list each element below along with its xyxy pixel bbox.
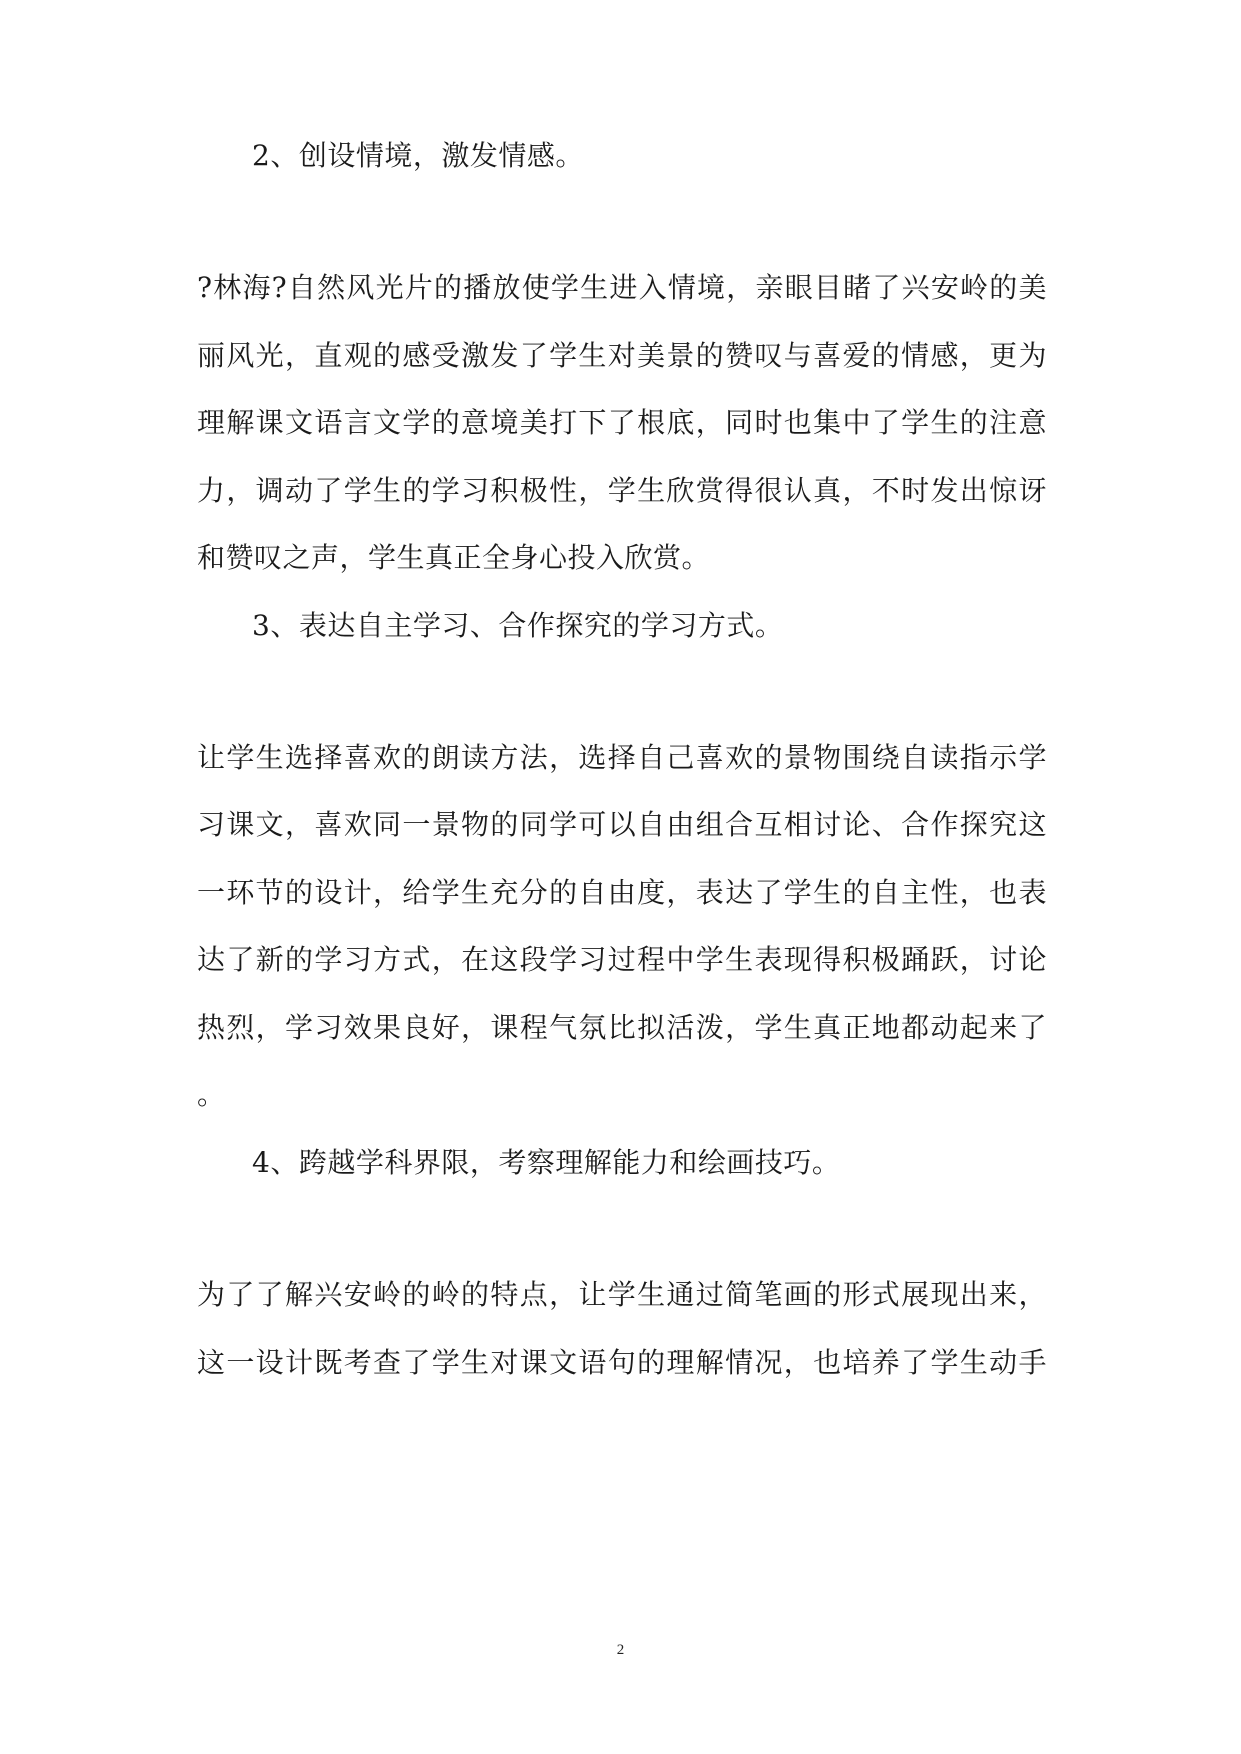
paragraph-line: 和赞叹之声，学生真正全身心投入欣赏。 bbox=[197, 541, 711, 574]
paragraph-line: 。 bbox=[197, 1078, 226, 1111]
paragraph-line: 为了了解兴安岭的岭的特点，让学生通过简笔画的形式展现出来， bbox=[197, 1278, 1047, 1311]
paragraph-line: 力，调动了学生的学习积极性，学生欣赏得很认真，不时发出惊讶 bbox=[197, 474, 1047, 507]
paragraph-line: ?林海?自然风光片的播放使学生进入情境，亲眼目睹了兴安岭的美 bbox=[197, 271, 1047, 304]
paragraph-line: 理解课文语言文学的意境美打下了根底，同时也集中了学生的注意 bbox=[197, 406, 1047, 439]
paragraph-line: 达了新的学习方式，在这段学习过程中学生表现得积极踊跃，讨论 bbox=[197, 943, 1047, 976]
section-heading-2: 2、创设情境，激发情感。 bbox=[252, 139, 584, 172]
paragraph-line: 热烈，学习效果良好，课程气氛比拟活泼，学生真正地都动起来了 bbox=[197, 1011, 1047, 1044]
section-heading-4: 4、跨越学科界限，考察理解能力和绘画技巧。 bbox=[252, 1146, 841, 1179]
paragraph-line: 一环节的设计，给学生充分的自由度，表达了学生的自主性，也表 bbox=[197, 876, 1047, 909]
section-heading-3: 3、表达自主学习、合作探究的学习方式。 bbox=[252, 609, 784, 642]
page-number: 2 bbox=[616, 1642, 625, 1658]
paragraph-line: 丽风光，直观的感受激发了学生对美景的赞叹与喜爱的情感，更为 bbox=[197, 339, 1047, 372]
paragraph-line: 习课文，喜欢同一景物的同学可以自由组合互相讨论、合作探究这 bbox=[197, 808, 1047, 841]
paragraph-line: 让学生选择喜欢的朗读方法，选择自己喜欢的景物围绕自读指示学 bbox=[197, 741, 1047, 774]
paragraph-line: 这一设计既考查了学生对课文语句的理解情况，也培养了学生动手 bbox=[197, 1346, 1047, 1379]
